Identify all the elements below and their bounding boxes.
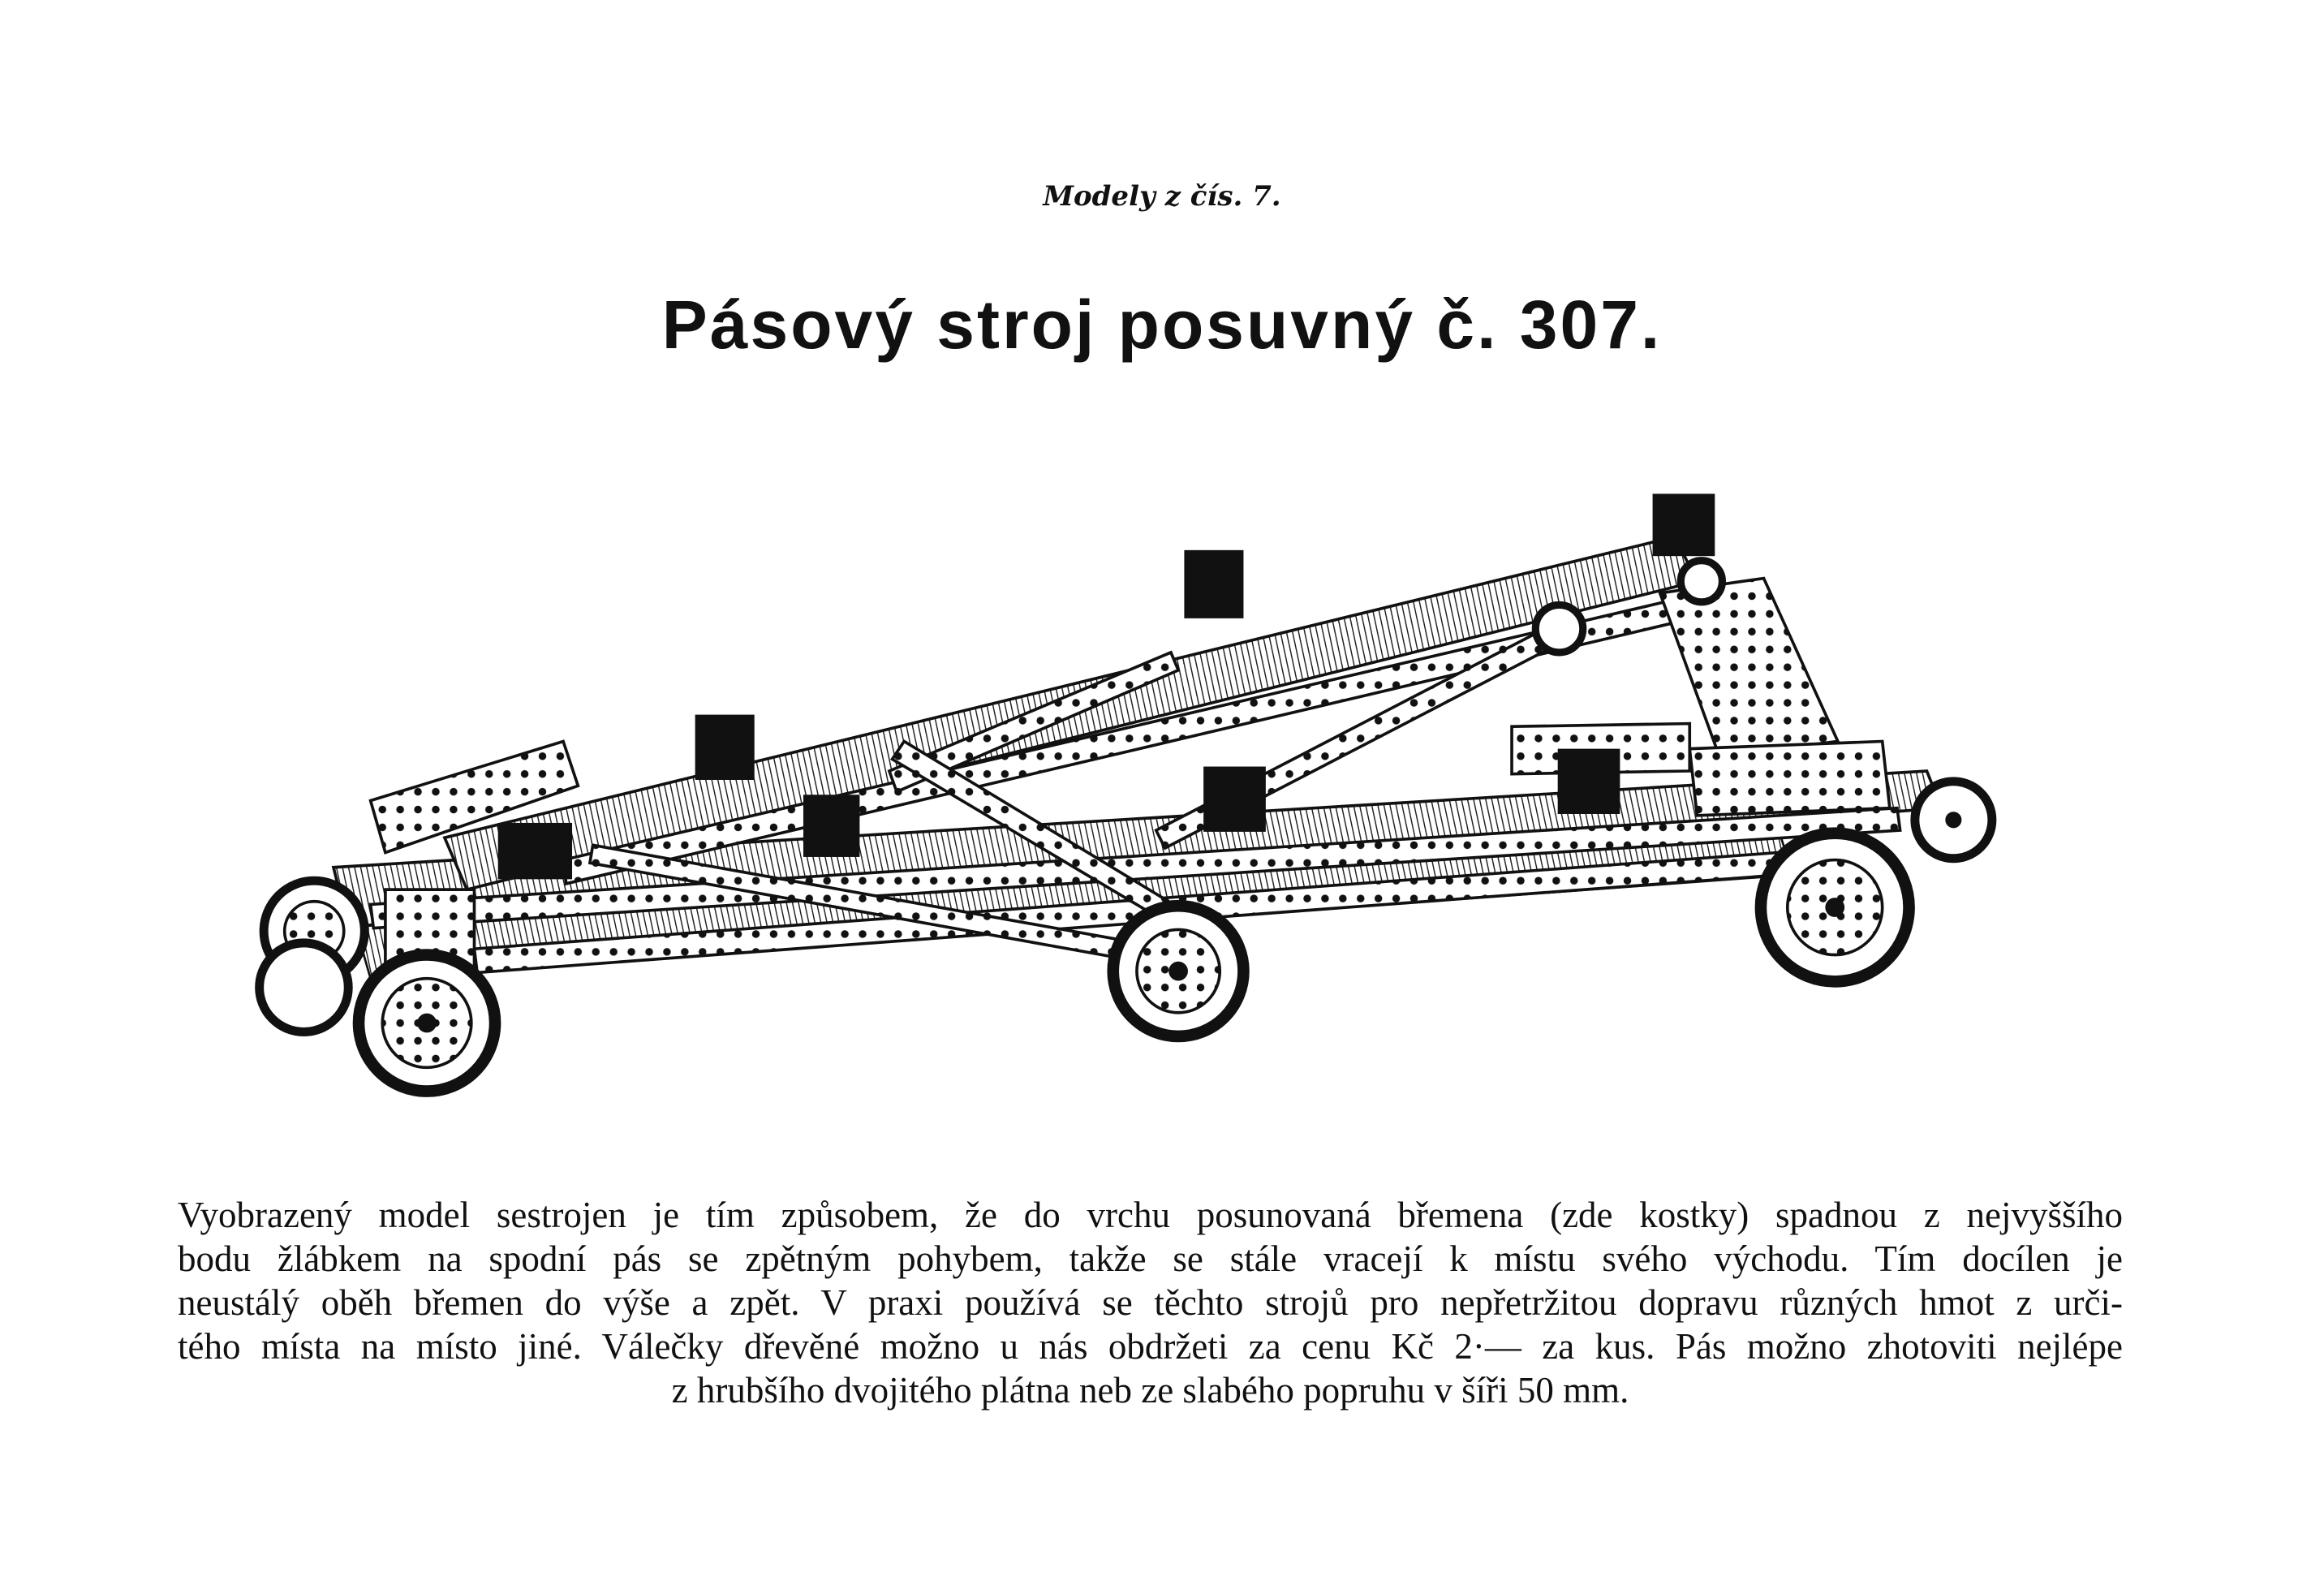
description-line: bodu žlábkem na spodní pás se zpětným pohybem, takže se stále vracejí k místu svého východu. Tím docílen je [178,1238,2123,1279]
running-header: Modely z čís. 7. [1043,180,1281,213]
description-line: tého místa na místo jiné. Válečky dřevěné možno u nás obdržeti za cenu Kč 2·— za kus. Pás možno zhotoviti nejlépe [178,1326,2123,1367]
page-title: Pásový stroj posuvný č. 307. [661,286,1663,363]
description-paragraph [178,1193,2123,1412]
description-line: Vyobrazený model sestrojen je tím způsobem, že do vrchu posunovaná břemena (zde kostky) spadnou z nejvyššího [178,1195,2123,1235]
description-line: z hrubšího dvojitého plátna neb ze slabého popruhu v šíři 50 mm. [671,1370,1629,1411]
description-line: neustálý oběh břemen do výše a zpět. V praxi používá se těchto strojů pro nepřetržitou dopravu různých hmot z urči- [178,1282,2123,1323]
